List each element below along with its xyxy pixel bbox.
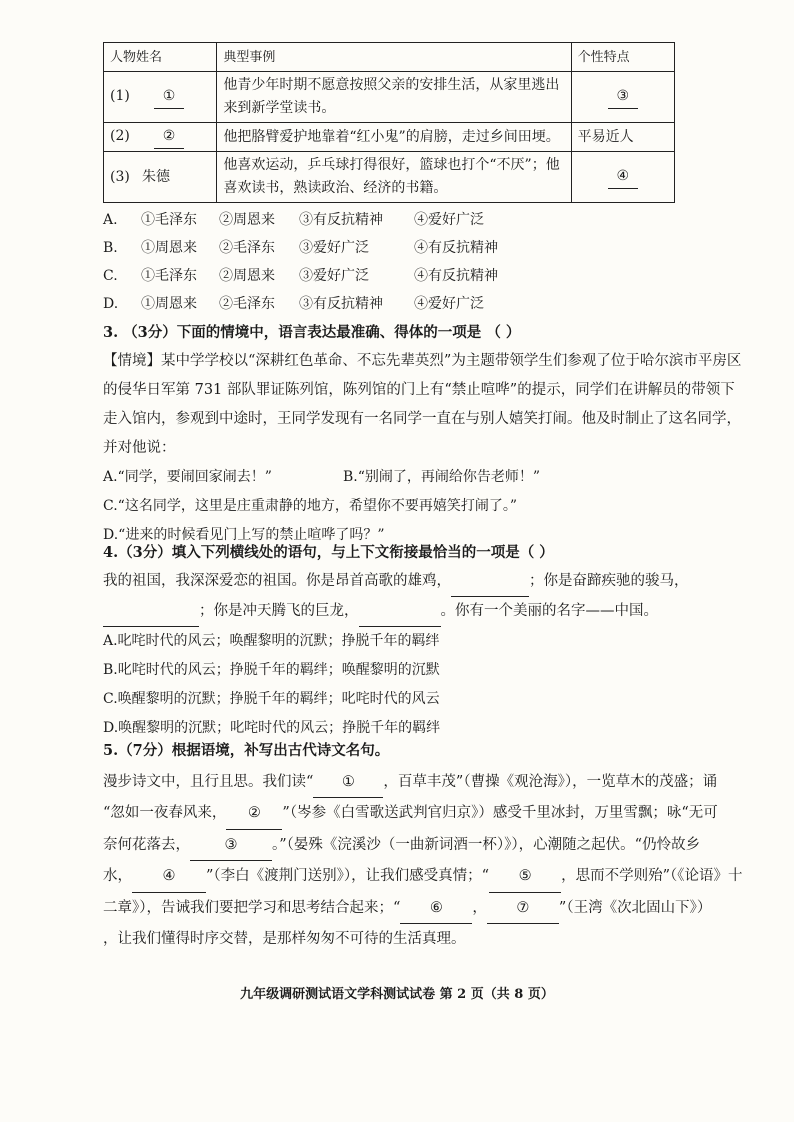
event-cell: 他喜欢运动，乒乓球打得很好，篮球也打个“不厌”；他喜欢读书，熟读政治、经济的书籍。: [217, 152, 571, 203]
q5-text: ，百草丰茂”（曹操《观沧海》），一览草木的茂盛；诵: [383, 773, 718, 790]
event-cell: 他把胳臂爱护地靠着“红小鬼”的肩膀，走过乡间田埂。: [217, 123, 571, 152]
q3-context-line: 走入馆内，参观到中途时，王同学发现有一名同学一直在与别人嬉笑打闹。他及时制止了这名同学，: [103, 411, 741, 427]
name-cell: [104, 123, 217, 152]
q5-text: ”（李白《渡荆门送别》），让我们感受真情；“: [206, 868, 490, 884]
q5-text: 漫步诗文中，且行且思。我们读“: [103, 773, 314, 790]
q5-text: 。”（晏殊《浣溪沙（一曲新词酒一杯）》），心潮随之起伏。“仍怜故乡: [272, 836, 701, 853]
q4-option[interactable]: D.唤醒黎明的沉默；叱咤时代的风云；挣脱千年的羁绊: [103, 720, 441, 736]
q3-option-b[interactable]: B.“别闹了，再闹给你告老师！”: [343, 469, 541, 485]
character-table: [103, 42, 675, 203]
q5-stem: 5.（7分）根据语境，补写出古代诗文名句。: [103, 742, 390, 759]
option-part: ④爱好广泛: [414, 295, 484, 312]
q4-option[interactable]: A.叱咤时代的风云；唤醒黎明的沉默；挣脱千年的羁绊: [103, 633, 440, 649]
option-part: ④有反抗精神: [414, 267, 498, 284]
q5-blank-3[interactable]: ③: [190, 830, 272, 862]
table-row: [104, 123, 675, 152]
q3-stem: 3. （3分）下面的情境中，语言表达最准确、得体的一项是 （ ）: [103, 324, 521, 341]
q4-text: 我的祖国，我深深爱恋的祖国。你是昂首高歌的雄鸡，: [103, 573, 451, 589]
name-blank: ①: [154, 85, 184, 109]
option-letter: D.: [103, 295, 119, 312]
q5-blank-6[interactable]: ⑥: [400, 893, 472, 925]
row-number: (2): [110, 128, 130, 144]
row-number: (1): [110, 88, 130, 104]
table-row: [104, 72, 675, 123]
q5-text: 水，: [103, 868, 132, 884]
q5-blank-2[interactable]: ②: [226, 798, 282, 830]
question-5: [103, 736, 743, 955]
option-part: ③有反抗精神: [299, 211, 383, 228]
option-part: ②周恩来: [219, 267, 275, 284]
q4-text-line: [103, 597, 703, 627]
q5-blank-1[interactable]: ①: [313, 767, 383, 799]
q4-blank[interactable]: [359, 597, 441, 627]
option-letter: B.: [103, 239, 118, 256]
option-row[interactable]: [103, 262, 693, 290]
trait-cell: [571, 152, 674, 203]
q4-blank[interactable]: [103, 597, 199, 627]
option-part: ②周恩来: [219, 211, 275, 228]
trait-blank: ③: [608, 85, 638, 109]
option-part: ①周恩来: [141, 295, 197, 312]
q5-line: ，让我们懂得时序交替，是那样匆匆不可待的生活真理。: [103, 931, 466, 947]
trait-blank: ④: [608, 165, 638, 189]
q5-line: [103, 767, 718, 799]
q3-context-line: 【情境】某中学学校以“深耕红色革命、不忘先辈英烈”为主题带领学生们参观了位于哈尔滨市平房区: [103, 353, 742, 369]
trait-cell: 平易近人: [571, 123, 674, 152]
trait-cell: [571, 72, 674, 123]
option-row[interactable]: [103, 206, 693, 234]
q5-line: [103, 893, 712, 925]
option-part: ③爱好广泛: [299, 239, 369, 256]
q5-text: ，思而不学则殆”（《论语》十: [561, 868, 743, 884]
name-text: 朱德: [142, 168, 170, 185]
q4-text: 。你有一个美丽的名字——中国。: [440, 603, 658, 619]
event-cell: 他青少年时期不愿意按照父亲的安排生活，从家里逃出来到新学堂读书。: [217, 72, 571, 123]
option-row[interactable]: [103, 234, 693, 262]
table-row: [104, 152, 675, 203]
option-part: ②毛泽东: [219, 239, 275, 256]
q3-context-line: 并对他说：: [103, 440, 176, 456]
row-number: (3): [110, 168, 130, 185]
q5-blank-4[interactable]: ④: [132, 861, 206, 893]
q5-text: ”（王湾《次北固山下》）: [558, 899, 712, 916]
q5-text: 二章》），告诫我们要把学习和思考结合起来；“: [103, 899, 401, 916]
q3-option-c[interactable]: C.“这名同学，这里是庄重肃静的地方，希望你不要再嬉笑打闹了。”: [103, 498, 517, 514]
option-part: ①毛泽东: [141, 211, 197, 228]
option-part: ②毛泽东: [219, 295, 275, 312]
q5-text: 奈何花落去，: [103, 836, 190, 853]
header-event: 典型事例: [217, 43, 571, 72]
q5-line: [103, 861, 743, 893]
q3-option-d[interactable]: D.“进来的时候看见门上写的禁止喧哗了吗？”: [103, 527, 385, 543]
option-part: ③爱好广泛: [299, 267, 369, 284]
q5-blank-7[interactable]: ⑦: [487, 893, 559, 925]
page-footer: 九年级调研测试语文学科测试试卷 第 2 页（共 8 页）: [240, 987, 554, 1002]
q4-option[interactable]: B.叱咤时代的风云；挣脱千年的羁绊；唤醒黎明的沉默: [103, 662, 440, 678]
q5-line: [103, 830, 703, 862]
option-part: ④有反抗精神: [414, 239, 498, 256]
q5-text: ，: [472, 899, 487, 916]
name-cell: [104, 152, 217, 203]
q2-options: [103, 206, 693, 318]
name-blank: ②: [154, 125, 184, 149]
option-part: ①周恩来: [141, 239, 197, 256]
q5-blank-5[interactable]: ⑤: [489, 861, 561, 893]
q4-text-line: [103, 567, 703, 597]
name-cell: [104, 72, 217, 123]
q4-blank[interactable]: [451, 567, 529, 597]
q4-text: ；你是奋蹄疾驰的骏马，: [529, 573, 689, 589]
option-part: ④爱好广泛: [414, 211, 484, 228]
q3-option-a[interactable]: A.“同学，要闹回家闹去！”: [103, 469, 272, 485]
question-3: [103, 318, 742, 550]
option-part: ①毛泽东: [141, 267, 197, 284]
option-part: ③有反抗精神: [299, 295, 383, 312]
header-trait: 个性特点: [571, 43, 674, 72]
q5-line: [103, 798, 718, 830]
q4-option[interactable]: C.唤醒黎明的沉默；挣脱千年的羁绊；叱咤时代的风云: [103, 691, 440, 707]
option-letter: C.: [103, 267, 118, 284]
table-header-row: [104, 43, 675, 72]
option-row[interactable]: [103, 290, 693, 318]
question-4: [103, 538, 703, 743]
q5-text: “忽如一夜春风来，: [103, 805, 227, 821]
q5-text: ”（岑参《白雪歌送武判官归京》）感受千里冰封，万里雪飘；咏“无可: [282, 805, 718, 821]
q4-text: ；你是冲天腾飞的巨龙，: [199, 603, 359, 619]
q4-stem: 4.（3分）填入下列横线处的语句，与上下文衔接最恰当的一项是（ ）: [103, 544, 554, 561]
q3-context-line: 的侵华日军第 731 部队罪证陈列馆，陈列馆的门上有“禁止喧哗”的提示，同学们在讲解员的带领下: [103, 382, 735, 398]
q3-options-ab: [103, 463, 703, 492]
header-name: 人物姓名: [104, 43, 217, 72]
option-letter: A.: [103, 211, 118, 228]
